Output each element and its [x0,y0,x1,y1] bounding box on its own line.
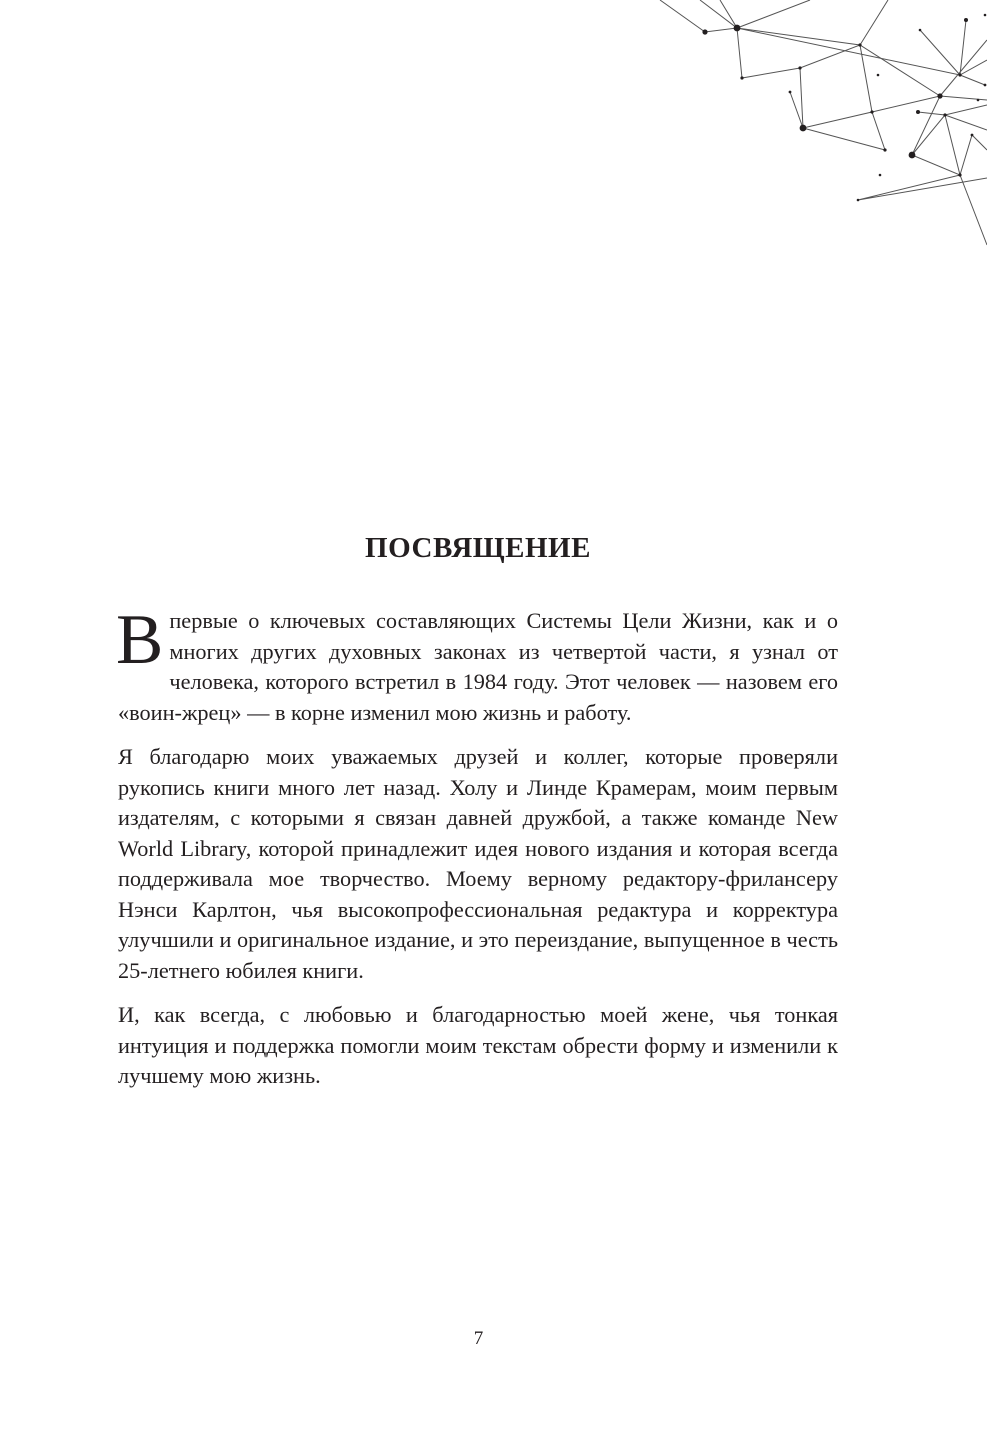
page-title: ПОСВЯЩЕНИЕ [365,532,591,564]
paragraph-2: Я благодарю моих уважаемых друзей и коллег, которые проверяли рукопись книги много лет назад. Холу и Линде Крамерам, моим первым издателям, с которыми я связан давней дружбой, а также команде New World Library, которой принадлежит идея нового издания и которая всегда поддерживала мое творчество. Моему верному редактору-фрилансеру Нэнси Карлтон, чья высокопрофессиональная редактура и корректура улучшили и оригинальное издание, и это переиздание, выпущенное в честь 25-летнего юбилея книги. [118,744,838,983]
paragraph-1-text: первые о ключевых составляющих Системы Цели Жизни, как и о многих других духовных законах из четвертой части, я узнал от человека, которого встретил в 1984 году. Этот человек — назовем его «воин-жрец» — в корне изменил мою жизнь и работу. [118,608,838,725]
paragraph-1 [116,601,838,728]
constellation-ornament-icon [620,0,987,260]
drop-cap: В [116,601,164,679]
dedication-body [116,601,838,1106]
page-number: 7 [473,1328,484,1349]
paragraph-3: И, как всегда, с любовью и благодарностью моей жене, чья тонкая интуиция и поддержка помогли моим текстам обрести форму и изменили к лучшему мою жизнь. [118,1002,838,1088]
